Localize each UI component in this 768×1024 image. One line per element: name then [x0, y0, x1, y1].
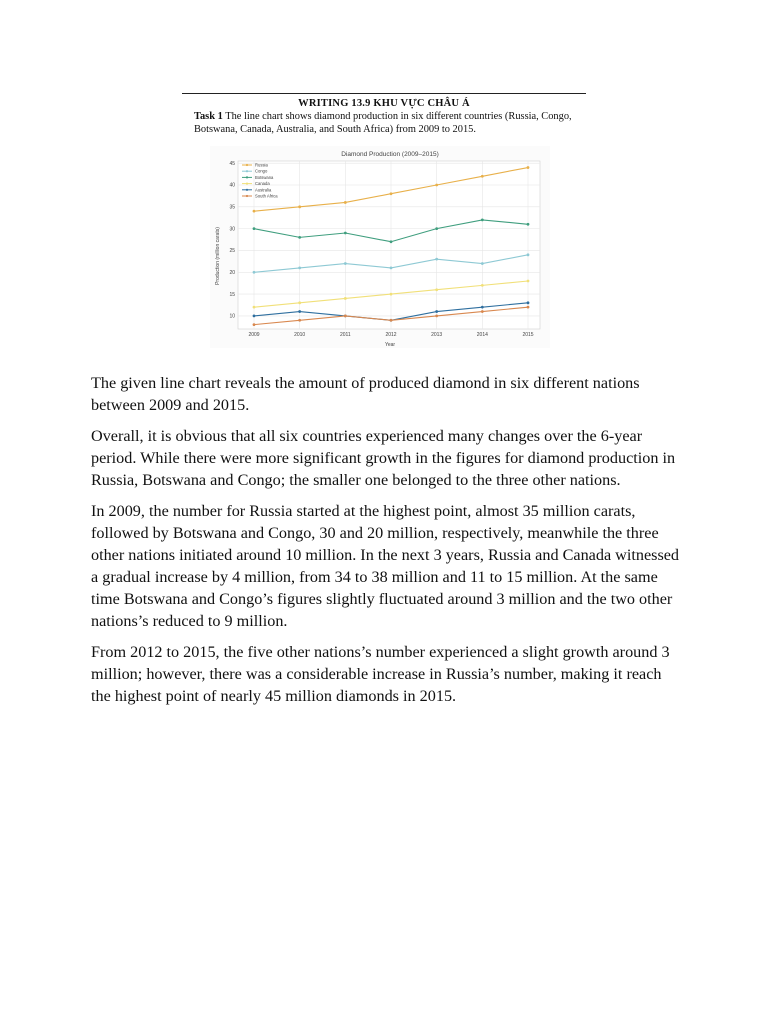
- y-tick-label: 10: [229, 313, 235, 320]
- legend-label-south-africa: South Africa: [255, 193, 278, 199]
- legend-label-congo: Congo: [255, 168, 268, 174]
- chart-svg: [210, 146, 550, 348]
- data-point-australia: [527, 301, 530, 304]
- x-tick-label: 2013: [431, 332, 443, 338]
- chart-title: Diamond Production (2009–2015): [341, 151, 439, 158]
- data-point-south-africa: [344, 315, 347, 318]
- y-tick-label: 30: [229, 226, 235, 233]
- data-point-australia: [481, 306, 484, 309]
- data-point-canada: [481, 284, 484, 287]
- data-point-south-africa: [527, 306, 530, 309]
- x-axis-label: Year: [384, 342, 396, 348]
- data-point-congo: [481, 262, 484, 265]
- data-point-botswana: [298, 236, 301, 239]
- data-point-congo: [298, 267, 301, 270]
- data-point-russia: [481, 175, 484, 178]
- data-point-russia: [344, 201, 347, 204]
- paragraph-intro: The given line chart reveals the amount of produced diamond in six different nations between 2009 and 2015.: [91, 374, 640, 414]
- task-text: The line chart shows diamond production in six different countries (Russia, Congo, Botswana, Canada, Australia, and South Africa) from 2009 to 2015.: [194, 111, 572, 135]
- data-point-russia: [298, 205, 301, 208]
- legend-label-canada: Canada: [255, 181, 270, 187]
- data-point-russia: [390, 192, 393, 195]
- data-point-canada: [344, 297, 347, 300]
- data-point-australia: [253, 315, 256, 318]
- x-tick-label: 2012: [385, 332, 397, 338]
- data-point-south-africa: [253, 323, 256, 326]
- legend-label-botswana: Botswana: [255, 174, 274, 180]
- data-point-australia: [435, 310, 438, 313]
- legend-marker-russia: [246, 164, 248, 166]
- task-figure: [182, 88, 588, 350]
- essay-body: [91, 372, 681, 716]
- data-point-australia: [298, 310, 301, 313]
- data-point-south-africa: [481, 310, 484, 313]
- data-point-canada: [298, 301, 301, 304]
- data-point-canada: [253, 306, 256, 309]
- legend-marker-canada: [246, 183, 248, 185]
- data-point-congo: [253, 271, 256, 274]
- y-tick-label: 45: [229, 160, 235, 167]
- legend-marker-botswana: [246, 176, 248, 178]
- task-description: [194, 111, 586, 136]
- data-point-canada: [390, 293, 393, 296]
- y-axis-label: Production (million carats): [215, 227, 221, 285]
- diamond-line-chart: [210, 146, 550, 348]
- plot-area: [238, 161, 540, 329]
- paragraph-overview: Overall, it is obvious that all six countries experienced many changes over the 6-year period. While there were more significant growth in the figures for diamond production in Russia, Botswana and Congo; the smaller one belonged to the three other nations.: [91, 427, 676, 489]
- data-point-south-africa: [390, 319, 393, 322]
- data-point-south-africa: [435, 315, 438, 318]
- data-point-congo: [390, 267, 393, 270]
- y-tick-label: 20: [229, 269, 235, 276]
- data-point-botswana: [435, 227, 438, 230]
- y-tick-label: 15: [229, 291, 235, 298]
- data-point-congo: [435, 258, 438, 261]
- data-point-south-africa: [298, 319, 301, 322]
- legend-marker-south-africa: [246, 195, 248, 197]
- y-tick-label: 35: [229, 204, 235, 211]
- data-point-congo: [527, 253, 530, 256]
- data-point-botswana: [481, 219, 484, 222]
- y-tick-label: 25: [229, 248, 235, 255]
- data-point-congo: [344, 262, 347, 265]
- x-tick-label: 2014: [476, 332, 488, 338]
- writing-heading: WRITING 13.9 KHU VỰC CHÂU Á: [298, 98, 470, 109]
- data-point-botswana: [253, 227, 256, 230]
- legend-marker-australia: [246, 189, 248, 191]
- data-point-botswana: [390, 240, 393, 243]
- data-point-canada: [527, 280, 530, 283]
- paragraph-detail-1: In 2009, the number for Russia started at the highest point, almost 35 million carats, followed by Botswana and Congo, 30 and 20 million, respectively, meanwhile the three other nations initiated around 10 million. In the next 3 years, Russia and Canada witnessed a gradual increase by 4 million, from 34 to 38 million and 11 to 15 million. At the same time Botswana and Congo’s figures slightly fluctuated around 3 million and the two other nations’s reduced to 9 million.: [91, 502, 680, 630]
- data-point-botswana: [527, 223, 530, 226]
- legend-marker-congo: [246, 170, 248, 172]
- x-tick-label: 2009: [248, 332, 260, 338]
- data-point-canada: [435, 288, 438, 291]
- legend-label-russia: Russia: [255, 162, 268, 168]
- data-point-russia: [253, 210, 256, 213]
- legend-label-australia: Australia: [255, 187, 272, 193]
- y-tick-label: 40: [229, 182, 235, 189]
- x-tick-label: 2010: [294, 332, 306, 338]
- x-tick-label: 2011: [339, 332, 351, 338]
- x-tick-label: 2015: [522, 332, 534, 338]
- data-point-russia: [527, 166, 530, 169]
- paragraph-detail-2: From 2012 to 2015, the five other nations’s number experienced a slight growth around 3 million; however, there was a considerable increase in Russia’s number, making it reach the highest point of nearly 45 million diamonds in 2015.: [91, 643, 670, 705]
- data-point-russia: [435, 184, 438, 187]
- top-rule: [182, 93, 586, 94]
- data-point-botswana: [344, 232, 347, 235]
- task-label: Task 1: [194, 111, 223, 122]
